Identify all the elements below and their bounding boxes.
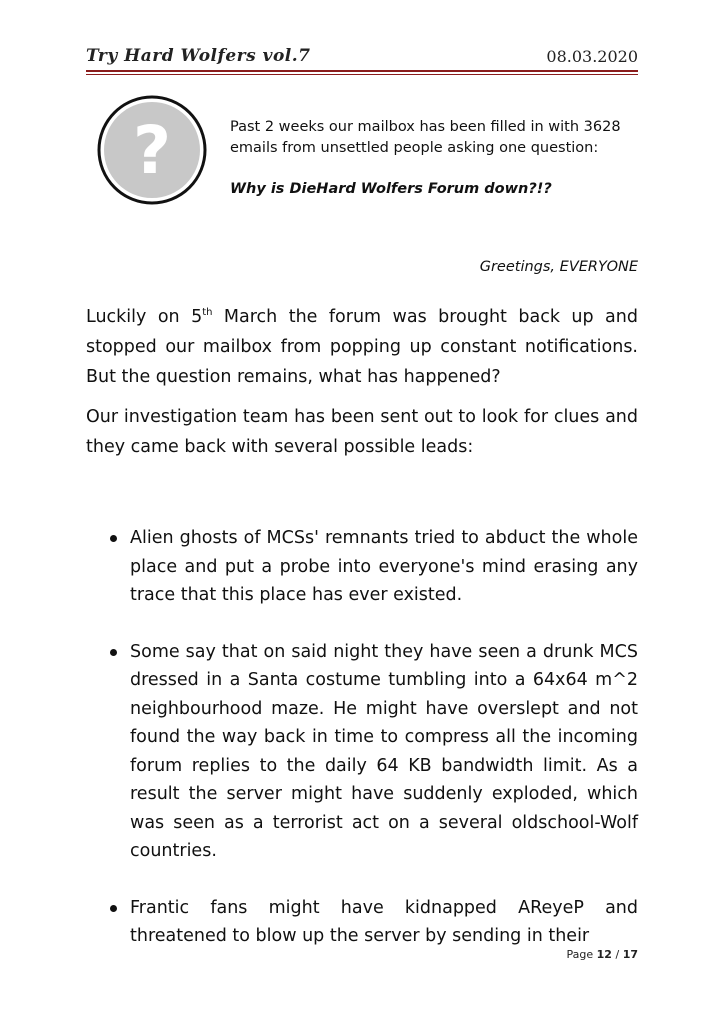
intro-text: Past 2 weeks our mailbox has been filled in with 3628 emails from unsettled people asking one question: (230, 119, 621, 156)
paragraph-1-end: March the forum was brought back up and stopped our mailbox from popping up constant notifications. But the question remains, what has happened? (86, 307, 638, 387)
article-body (86, 302, 638, 472)
page-label: Page (566, 948, 594, 961)
paragraph-1 (86, 302, 638, 392)
bullet-icon (110, 535, 117, 542)
ordinal-suffix: th (202, 307, 213, 319)
intro-question: Why is DieHard Wolfers Forum down?!? (230, 181, 552, 197)
lead-text: Alien ghosts of MCSs' remnants tried to abduct the whole place and put a probe into everyone's mind erasing any trace that this place has ever existed. (130, 528, 638, 605)
lead-text: Some say that on said night they have seen a drunk MCS dressed in a Santa costume tumbling into a 64x64 m^2 neighbourhood maze. He might have overslept and not found the way back in time to compress all the incoming forum replies to the daily 64 KB bandwidth limit. As a result the server might have suddenly exploded, which was seen as a terrorist act on a several oldschool-Wolf countries. (130, 641, 638, 861)
paragraph-2: Our investigation team has been sent out to look for clues and they came back with several possible leads: (86, 407, 638, 457)
paragraph-1-start: Luckily on 5 (86, 307, 203, 327)
bullet-icon (110, 905, 117, 912)
magazine-title: Try Hard Wolfers vol.7 (86, 46, 311, 66)
total-pages: 17 (622, 948, 638, 961)
intro-block (230, 117, 640, 200)
header-rule (86, 70, 638, 72)
question-mark-glyph: ? (132, 112, 172, 189)
leads-list (86, 524, 638, 979)
greeting: Greetings, EVERYONE (479, 259, 638, 275)
list-item (86, 638, 638, 866)
list-item (86, 894, 638, 951)
current-page: 12 (596, 948, 612, 961)
issue-date: 08.03.2020 (546, 47, 638, 66)
lead-text: Frantic fans might have kidnapped AReyeP and threatened to blow up the server by sending in their (130, 897, 638, 946)
question-mark-icon (96, 94, 208, 206)
bullet-icon (110, 649, 117, 656)
header-rule-thin (86, 74, 638, 75)
page-number (567, 948, 638, 961)
page-header (86, 46, 638, 68)
list-item (86, 524, 638, 610)
page-separator: / (615, 948, 620, 961)
